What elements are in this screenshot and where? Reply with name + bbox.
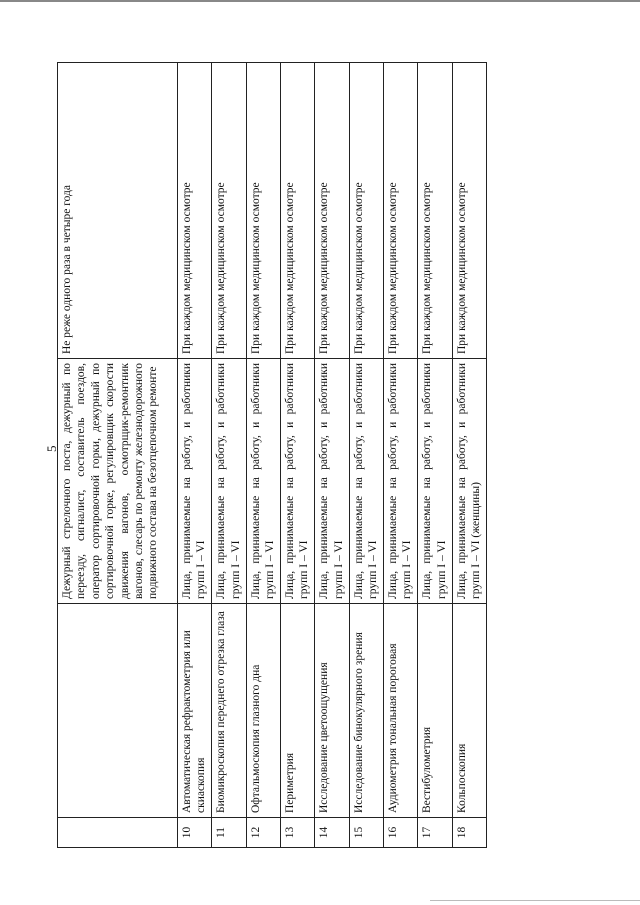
table-row <box>246 63 280 848</box>
exam-method: Аудиометрия тональная пороговая <box>383 604 417 818</box>
frequency-cell: При каждом медицинском осмотре <box>281 63 315 359</box>
table-row <box>178 63 212 848</box>
row-number: 10 <box>178 818 212 848</box>
medical-exam-table <box>57 62 487 848</box>
exam-method: Кольпоскопия <box>452 604 486 818</box>
frequency-cell: При каждом медицинском осмотре <box>315 63 349 359</box>
contingent-cell: Лица, принимаемые на работу, и работники групп I – VI <box>178 359 212 604</box>
frequency-cell: При каждом медицинском осмотре <box>349 63 383 359</box>
table-row <box>383 63 417 848</box>
contingent-cell: Лица, принимаемые на работу, и работники групп I – VI <box>349 359 383 604</box>
frequency-cell: При каждом медицинском осмотре <box>178 63 212 359</box>
row-number: 18 <box>452 818 486 848</box>
row-number: 13 <box>281 818 315 848</box>
table-row <box>315 63 349 848</box>
row-number: 14 <box>315 818 349 848</box>
exam-method: Офтальмоскопия глазного дна <box>246 604 280 818</box>
table-row <box>452 63 486 848</box>
contingent-cell: Лица, принимаемые на работу, и работники групп I – VI <box>246 359 280 604</box>
table-row <box>58 63 178 848</box>
exam-method: Исследование цветоощущения <box>315 604 349 818</box>
page-number: 5 <box>44 445 59 452</box>
table-row <box>281 63 315 848</box>
row-number: 17 <box>418 818 452 848</box>
exam-method: Исследование бинокулярного зрения <box>349 604 383 818</box>
exam-method: Периметрия <box>281 604 315 818</box>
row-number <box>58 818 178 848</box>
row-number: 15 <box>349 818 383 848</box>
contingent-cell: Лица, принимаемые на работу, и работники групп I – VI <box>383 359 417 604</box>
contingent-cell: Лица, принимаемые на работу, и работники групп I – VI <box>315 359 349 604</box>
row-number: 16 <box>383 818 417 848</box>
frequency-cell: При каждом медицинском осмотре <box>383 63 417 359</box>
contingent-cell: Лица, принимаемые на работу, и работники групп I – VI <box>212 359 246 604</box>
exam-method: Биомикроскопия переднего отрезка глаза <box>212 604 246 818</box>
contingent-cell: Дежурный стрелочного поста, дежурный по переезду, сигналист, составитель поездов, оператор сортировочной горки, дежурный по сортировочной горке, регулировщик скорости движения вагонов, осмотрщик-ремонтник вагонов, слесарь по ремонту железнодорожного подвижного состава на безотцепочном ремонте <box>58 359 178 604</box>
frequency-cell: При каждом медицинском осмотре <box>452 63 486 359</box>
top-scan-edge <box>0 0 640 2</box>
contingent-cell: Лица, принимаемые на работу, и работники групп I – VI (женщины) <box>452 359 486 604</box>
exam-method: Автоматическая рефрактометрия или скиаскопия <box>178 604 212 818</box>
table-row <box>212 63 246 848</box>
frequency-cell: При каждом медицинском осмотре <box>246 63 280 359</box>
row-number: 12 <box>246 818 280 848</box>
contingent-cell: Лица, принимаемые на работу, и работники групп I – VI <box>418 359 452 604</box>
table-row <box>418 63 452 848</box>
frequency-cell: Не реже одного раза в четыре года <box>58 63 178 359</box>
frequency-cell: При каждом медицинском осмотре <box>212 63 246 359</box>
bottom-scan-edge <box>430 900 640 901</box>
row-number: 11 <box>212 818 246 848</box>
table-row <box>349 63 383 848</box>
exam-method <box>58 604 178 818</box>
exam-method: Вестибулометрия <box>418 604 452 818</box>
rotated-table-wrapper <box>57 63 487 848</box>
contingent-cell: Лица, принимаемые на работу, и работники групп I – VI <box>281 359 315 604</box>
frequency-cell: При каждом медицинском осмотре <box>418 63 452 359</box>
